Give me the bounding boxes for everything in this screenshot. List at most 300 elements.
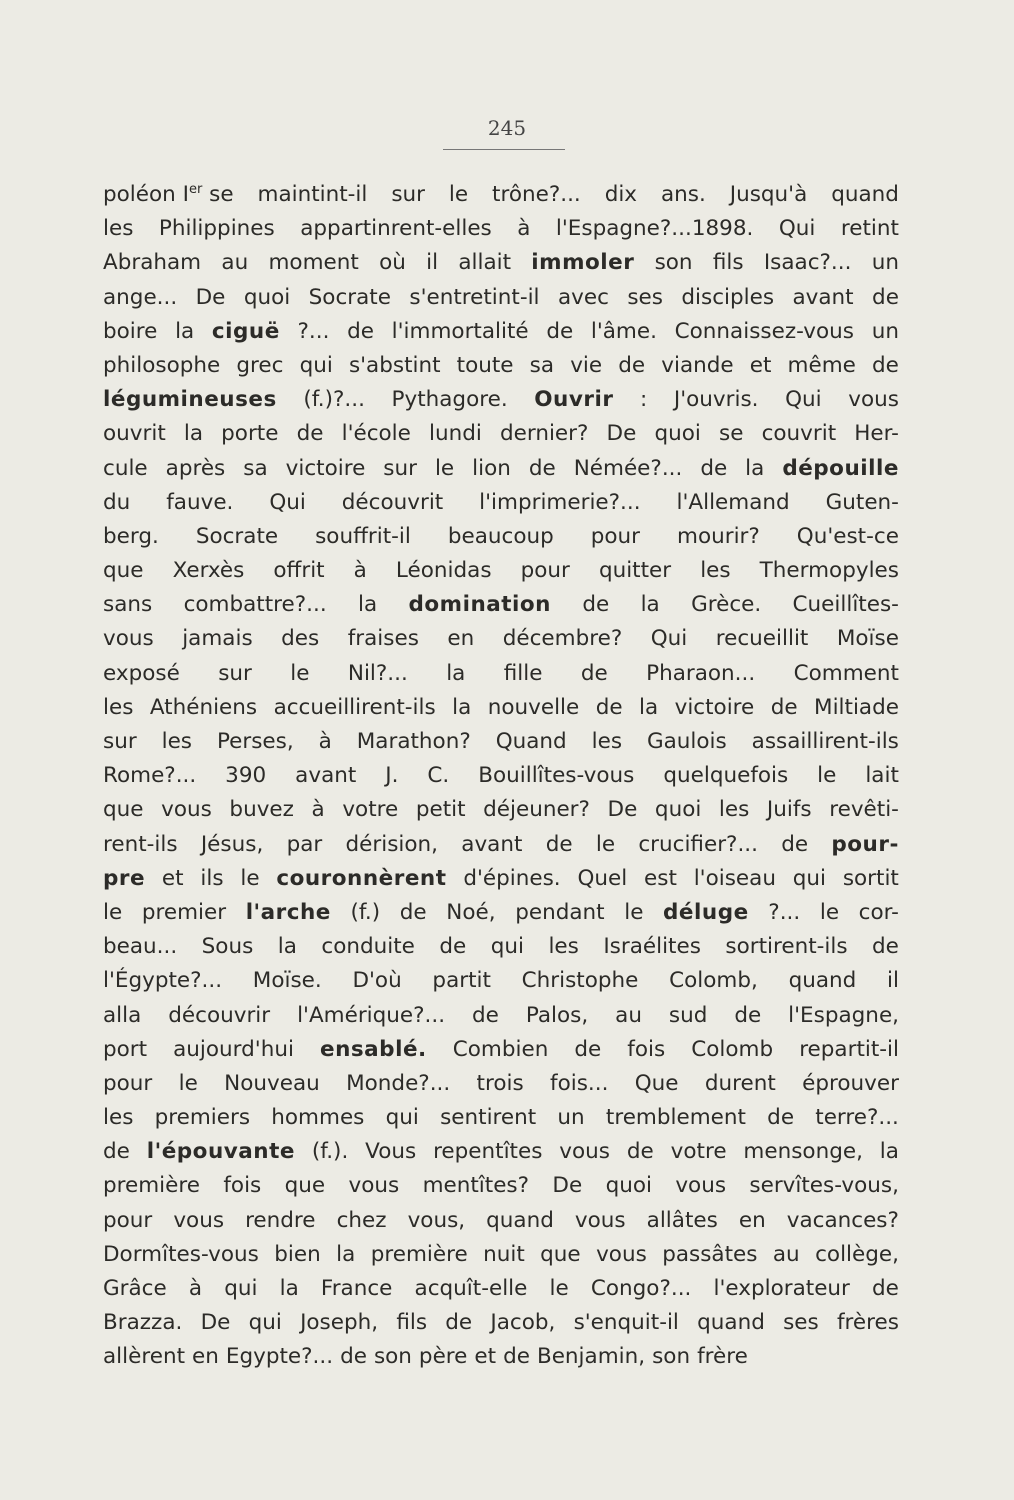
word: la <box>358 592 378 618</box>
word: les <box>103 694 134 720</box>
word: les <box>548 934 579 960</box>
word: durent <box>704 1070 776 1096</box>
word: avant <box>295 763 357 789</box>
bold-term: ciguë <box>211 318 280 344</box>
word: et <box>749 352 772 378</box>
word: Xerxès <box>172 558 245 584</box>
text-line <box>103 1169 899 1203</box>
superscript: er <box>188 181 203 197</box>
word: avant <box>461 831 523 857</box>
word: de <box>872 1276 899 1301</box>
word: les <box>718 797 750 823</box>
word: Pythagore. <box>391 387 508 413</box>
bold-term: dépouille <box>782 455 899 481</box>
word: souffrit-il <box>315 523 411 549</box>
word: Palos, <box>525 1002 589 1028</box>
word: des <box>281 626 320 652</box>
word: l'Allemand <box>676 489 790 515</box>
word: D'où <box>352 968 402 994</box>
word: de <box>546 318 574 344</box>
word: fauve. <box>166 489 234 515</box>
word: première <box>103 1173 200 1199</box>
word: viande <box>661 352 734 378</box>
word: ange... <box>103 284 178 310</box>
word: où <box>379 250 406 276</box>
word: mensonge, <box>743 1139 863 1165</box>
word: France <box>320 1276 393 1301</box>
bold-term: ensablé. <box>319 1036 427 1062</box>
word: sur <box>218 660 252 686</box>
word: le <box>178 1070 198 1096</box>
word: de <box>767 1105 795 1131</box>
word: et <box>474 1344 497 1370</box>
word: crucifier?... <box>638 831 758 857</box>
text-line <box>103 999 899 1033</box>
word: sa <box>243 455 268 481</box>
word-text: poléon I <box>103 182 189 207</box>
word: boire <box>103 318 158 344</box>
word: Comment <box>793 660 899 686</box>
word: De <box>200 1310 231 1336</box>
word: offrit <box>273 558 325 584</box>
word: les <box>103 216 134 242</box>
word: ans. <box>660 182 706 207</box>
bold-term: couronnèrent <box>276 865 447 891</box>
word: collège, <box>815 1241 899 1267</box>
word: un <box>557 1105 585 1131</box>
word: victoire <box>674 694 755 720</box>
word: à <box>353 558 367 584</box>
word: hommes <box>271 1105 365 1131</box>
word: qui <box>792 865 827 891</box>
word: Léonidas <box>395 558 492 584</box>
word: vous <box>596 1241 647 1267</box>
word: quoi <box>605 1173 652 1199</box>
word: l'âme. <box>590 318 657 344</box>
word: ouvrit <box>103 421 166 447</box>
word: frère <box>697 1344 748 1370</box>
word: beaucoup <box>447 523 554 549</box>
word: de <box>781 831 809 857</box>
word: Christophe <box>521 968 639 994</box>
word: sud <box>668 1002 708 1028</box>
word: sentirent <box>440 1105 537 1131</box>
word: Benjamin, <box>536 1344 646 1370</box>
word: que <box>284 1173 326 1199</box>
word: Gaulois <box>646 729 727 754</box>
word: les <box>700 558 731 584</box>
word: Noé, <box>446 899 496 925</box>
word: l'Espagne, <box>788 1002 899 1028</box>
word: vacances? <box>786 1207 899 1233</box>
text-line <box>103 281 899 315</box>
word: déjeuner? <box>483 797 590 823</box>
word: d'épines. <box>463 865 561 891</box>
word: il <box>426 250 439 276</box>
word: exposé <box>103 660 180 686</box>
text-line <box>103 725 899 759</box>
word: après <box>165 455 226 481</box>
word: sortirent-ils <box>725 934 848 960</box>
word: Jésus, <box>200 831 264 857</box>
word: de <box>872 934 899 960</box>
word: son <box>652 1344 691 1370</box>
word: la <box>336 1241 356 1267</box>
word: à <box>311 797 325 823</box>
text-line <box>103 828 899 862</box>
word: Isaac?... <box>763 250 852 276</box>
word: petit <box>415 797 466 823</box>
text-line <box>103 349 899 383</box>
word: dernier? <box>500 421 589 447</box>
word: Egypte?... <box>225 1344 334 1370</box>
word: l'Amérique?... <box>297 1002 446 1028</box>
word: conduite <box>321 934 415 960</box>
word: Marathon? <box>356 729 471 754</box>
word: de <box>618 352 646 378</box>
word: vous <box>173 1207 225 1233</box>
bold-term: légumineuses <box>103 387 277 413</box>
text-line <box>103 1101 899 1135</box>
word: Bouillîtes-vous <box>478 763 635 789</box>
text-line <box>103 793 899 827</box>
word: De <box>607 797 638 823</box>
word: cule <box>103 455 148 481</box>
word: de <box>580 660 608 686</box>
word: De <box>606 421 637 447</box>
word: fois <box>223 1173 262 1199</box>
word: porte <box>221 421 279 447</box>
word: sur <box>103 729 137 754</box>
word: couvrit <box>761 421 837 447</box>
word: Monde?... <box>346 1070 451 1096</box>
word: les <box>103 1105 134 1131</box>
text-line <box>103 896 899 930</box>
text-line <box>103 1238 899 1272</box>
word: Grèce. <box>691 592 762 618</box>
word: allèrent <box>103 1344 186 1370</box>
word: son <box>373 1344 412 1370</box>
word: cor- <box>858 899 899 925</box>
word: qui <box>224 1276 258 1301</box>
text-line <box>103 383 899 417</box>
word: pour <box>520 558 570 584</box>
word: les <box>591 729 623 754</box>
word: est <box>644 865 677 891</box>
word: moment <box>268 250 359 276</box>
word: pour <box>103 1207 153 1233</box>
word: Combien <box>452 1036 549 1062</box>
text-line <box>103 554 899 588</box>
word: le <box>549 1276 569 1301</box>
word: qui <box>490 934 524 960</box>
word: Nouveau <box>224 1070 320 1096</box>
word: quelquefois <box>663 763 789 789</box>
word: 390 <box>225 763 267 789</box>
word: quoi <box>654 797 702 823</box>
text-line <box>103 1306 899 1340</box>
word: ses <box>783 1310 819 1336</box>
word: décembre? <box>502 626 623 652</box>
word: au <box>615 1002 642 1028</box>
bold-term: l'épouvante <box>146 1139 295 1165</box>
word: éprouver <box>802 1070 899 1096</box>
word: de <box>399 899 427 925</box>
word: alla <box>103 1002 142 1028</box>
word: son <box>654 250 693 276</box>
word: le <box>240 865 260 891</box>
word: ils <box>200 865 224 891</box>
word: Qui <box>778 216 816 242</box>
text-line <box>103 1067 899 1101</box>
word: Jacob, <box>490 1310 556 1336</box>
word: vous <box>161 797 212 823</box>
word: la <box>175 318 195 344</box>
word: l'école <box>341 421 411 447</box>
bold-term: pour- <box>831 831 899 857</box>
word: lundi <box>429 421 482 447</box>
word: s'enquit-il <box>573 1310 679 1336</box>
word: passâtes <box>662 1241 758 1267</box>
text-line <box>103 315 899 349</box>
word: Pharaon... <box>646 660 756 686</box>
word: en <box>447 626 475 652</box>
word: de <box>595 694 623 720</box>
word: allait <box>458 250 512 276</box>
word: (f.) <box>350 899 381 925</box>
text-line <box>103 622 899 656</box>
word: premiers <box>154 1105 251 1131</box>
word: vous <box>103 626 154 652</box>
word: mourir? <box>677 523 760 549</box>
word: Qui <box>650 626 688 652</box>
word: le <box>817 763 837 789</box>
word: appartinrent-elles <box>300 216 492 242</box>
word: Qui <box>785 387 822 413</box>
header-rule <box>443 149 565 150</box>
word: De <box>552 1173 583 1199</box>
word: sans <box>103 592 153 618</box>
word: qui <box>248 1310 282 1336</box>
word: quand <box>486 1207 554 1233</box>
word: vous <box>574 1207 626 1233</box>
word: frères <box>836 1310 899 1336</box>
bold-term: immoler <box>531 250 635 276</box>
text-line <box>103 520 899 554</box>
word: au <box>221 250 249 276</box>
word: quand <box>831 182 899 207</box>
word: Her- <box>854 421 899 447</box>
word-text: se <box>202 182 234 207</box>
word: Perses, <box>216 729 294 754</box>
word: aujourd'hui <box>173 1036 294 1062</box>
word: servîtes-vous, <box>749 1173 899 1199</box>
word: de <box>872 352 899 378</box>
word: rendre <box>245 1207 316 1233</box>
word: sur <box>391 182 425 207</box>
text-line <box>103 1204 899 1238</box>
word: un <box>871 318 899 344</box>
word: ?... <box>297 318 330 344</box>
bold-term: domination <box>408 592 551 618</box>
text-line <box>103 1272 899 1306</box>
word: le <box>448 182 469 207</box>
word: beau... <box>103 934 178 960</box>
text-line <box>103 657 899 691</box>
word: J'ouvris. <box>673 387 759 413</box>
word: au <box>772 1241 800 1267</box>
text-line <box>103 246 899 280</box>
word: la <box>446 660 466 686</box>
word: fille <box>503 660 543 686</box>
word: vie <box>570 352 603 378</box>
word: Grâce <box>103 1276 167 1301</box>
word: Abraham <box>103 250 202 276</box>
word: de <box>528 455 556 481</box>
word: que <box>103 797 144 823</box>
word: l'Égypte?... <box>103 968 223 994</box>
word: la <box>277 934 297 960</box>
word: dérision, <box>345 831 438 857</box>
word: pour <box>590 523 641 549</box>
word: votre <box>342 797 399 823</box>
word: quand <box>697 1310 765 1336</box>
word: quoi <box>243 284 291 310</box>
word: toute <box>456 352 514 378</box>
word: pendant <box>515 899 605 925</box>
word: lait <box>865 763 899 789</box>
word: qui <box>299 352 333 378</box>
word: maintint-il <box>257 182 368 207</box>
word: Joseph, <box>300 1310 379 1336</box>
word: père <box>418 1344 468 1370</box>
word: Miltiade <box>814 694 899 720</box>
bold-term: pre <box>103 865 146 891</box>
text-line <box>103 588 899 622</box>
word: Qui <box>269 489 306 515</box>
word: nouvelle <box>487 694 580 720</box>
word: la <box>745 455 765 481</box>
word: fois <box>627 1036 666 1062</box>
text-line <box>103 1340 899 1374</box>
text-line <box>103 486 899 520</box>
word: J. <box>385 763 399 789</box>
word: que <box>103 558 144 584</box>
word: sortit <box>842 865 899 891</box>
word: pour <box>103 1070 153 1096</box>
word: Sous <box>201 934 254 960</box>
word: accueillirent-ils <box>273 694 436 720</box>
word: jamais <box>182 626 253 652</box>
word: premier <box>141 899 227 925</box>
word: la <box>640 592 660 618</box>
word: par <box>286 831 323 857</box>
text-line <box>103 862 899 896</box>
word: un <box>871 250 899 276</box>
word: l'oiseau <box>693 865 776 891</box>
word: l'explorateur <box>713 1276 850 1301</box>
word: repentîtes <box>433 1139 543 1165</box>
word: sur <box>383 455 417 481</box>
word: de <box>340 1344 367 1370</box>
word: buvez <box>229 797 294 823</box>
word: Que <box>634 1070 679 1096</box>
word: ?... <box>768 899 801 925</box>
body-text <box>103 178 899 1375</box>
word: Moïse. <box>252 968 322 994</box>
word: fois... <box>550 1070 609 1096</box>
word: de <box>103 1139 130 1165</box>
word: vous <box>848 387 899 413</box>
word: de <box>734 1002 762 1028</box>
word: Socrate <box>195 523 279 549</box>
word: quoi <box>654 421 701 447</box>
word: Thermopyles <box>759 558 899 584</box>
word: Rome?... <box>103 763 197 789</box>
word: découvrir <box>168 1002 271 1028</box>
word: le <box>819 899 840 925</box>
bold-term: l'arche <box>245 899 331 925</box>
word: berg. <box>103 523 159 549</box>
word: mentîtes? <box>422 1173 530 1199</box>
word: la <box>452 694 472 720</box>
word: à <box>318 729 332 754</box>
word: sa <box>529 352 555 378</box>
word: avant <box>792 284 854 310</box>
word: vous <box>348 1173 400 1199</box>
word: le <box>595 831 616 857</box>
word: et <box>161 865 184 891</box>
word: Philippines <box>158 216 275 242</box>
word: Brazza. <box>103 1310 183 1336</box>
word: Colomb <box>691 1036 774 1062</box>
word: la <box>879 1139 899 1165</box>
word: revêti- <box>829 797 899 823</box>
word: avec <box>557 284 609 310</box>
word: votre <box>670 1139 727 1165</box>
word: bien <box>274 1241 321 1267</box>
word: la <box>183 421 204 447</box>
word <box>103 178 234 212</box>
word: le <box>434 455 455 481</box>
text-line <box>103 178 899 212</box>
word: de <box>439 934 467 960</box>
word: chez <box>336 1207 387 1233</box>
word: de <box>872 284 899 310</box>
text-line <box>103 691 899 725</box>
word: l'immortalité <box>391 318 529 344</box>
word: la <box>639 694 659 720</box>
word: l'Espagne?...1898. <box>555 216 754 242</box>
word: vous, <box>407 1207 466 1233</box>
word: Jusqu'à <box>729 182 808 207</box>
word: Congo?... <box>590 1276 692 1301</box>
word: le <box>103 899 123 925</box>
word: recueillit <box>715 626 809 652</box>
word: Israélites <box>603 934 701 960</box>
word: à <box>188 1276 203 1301</box>
word: s'entretint-il <box>409 284 540 310</box>
word: grec <box>236 352 284 378</box>
word: Cueillîtes- <box>792 592 899 618</box>
bold-term: déluge <box>663 899 749 925</box>
word: Qu'est-ce <box>796 523 899 549</box>
word: de <box>626 1139 654 1165</box>
word: ses <box>627 284 663 310</box>
word: port <box>103 1036 148 1062</box>
word: quand <box>788 968 857 994</box>
word: disciples <box>681 284 775 310</box>
